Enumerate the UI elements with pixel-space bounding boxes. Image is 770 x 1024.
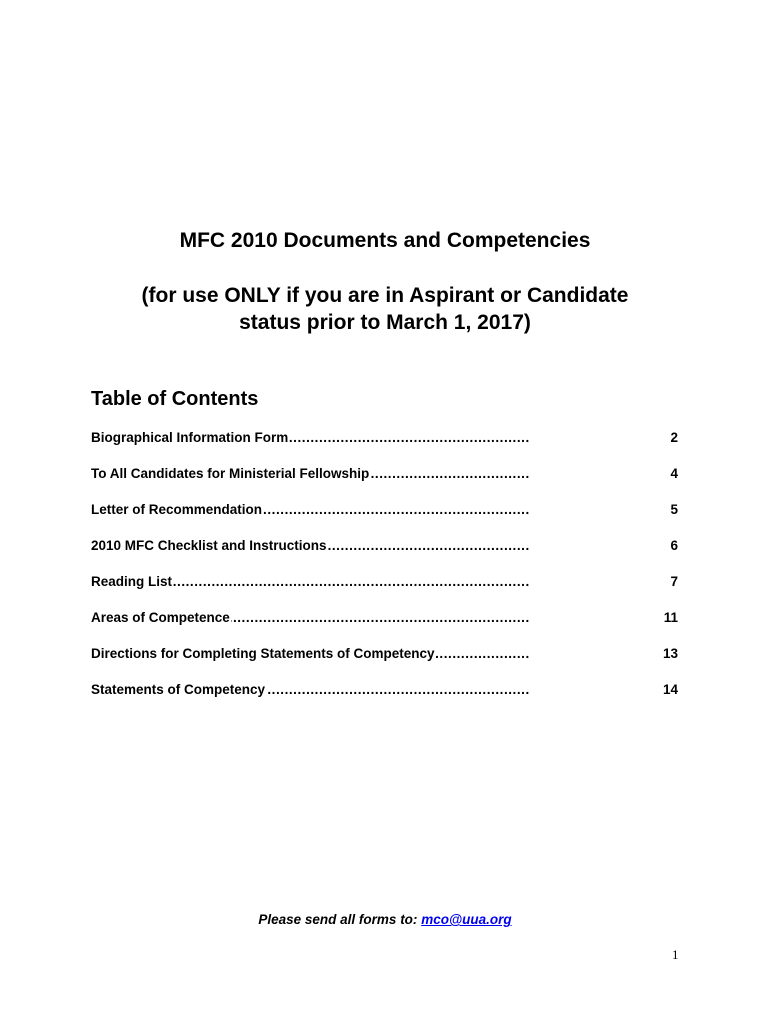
toc-entry[interactable] [91,608,678,644]
toc-entry[interactable] [91,572,678,608]
table-of-contents [91,428,678,716]
subtitle-line-2: status prior to March 1, 2017) [239,311,531,334]
toc-entry-title: Reading List [91,574,173,589]
toc-entry[interactable] [91,644,678,680]
toc-entry-page: 4 [669,464,678,484]
toc-entry-page: 13 [662,644,678,664]
toc-entry-page: 5 [669,500,678,520]
toc-entry-title: 2010 MFC Checklist and Instructions [91,538,327,553]
toc-entry-page: 11 [663,608,678,628]
toc-entry-title: Areas of Competence [91,610,230,625]
toc-heading: Table of Contents [91,388,259,410]
footer-note [0,912,770,927]
toc-entry-title: To All Candidates for Ministerial Fellowship [91,466,370,481]
document-title: MFC 2010 Documents and Competencies [179,229,591,252]
footer-note-text: Please send all forms to: [258,912,418,927]
toc-entry-title: Directions for Completing Statements of Competency [91,646,435,661]
toc-entry[interactable] [91,680,678,716]
toc-entry[interactable] [91,464,678,500]
toc-entry-page: 14 [662,680,678,700]
toc-entry-title: Letter of Recommendation [91,502,263,517]
email-link[interactable]: mco@uua.org [421,912,512,927]
subtitle-line-1: (for use ONLY if you are in Aspirant or Candidate [141,284,629,307]
toc-entry-page: 6 [669,536,678,556]
toc-entry-title: Statements of Competency [91,682,266,697]
toc-entry[interactable] [91,428,678,464]
leader-dots [91,572,678,592]
toc-entry[interactable] [91,500,678,536]
document-subtitle [0,282,770,336]
toc-entry-page: 7 [669,572,678,592]
toc-entry-title: Biographical Information Form [91,430,289,445]
toc-entry-page: 2 [669,428,678,448]
page-number: 1 [672,947,679,962]
toc-entry[interactable] [91,536,678,572]
